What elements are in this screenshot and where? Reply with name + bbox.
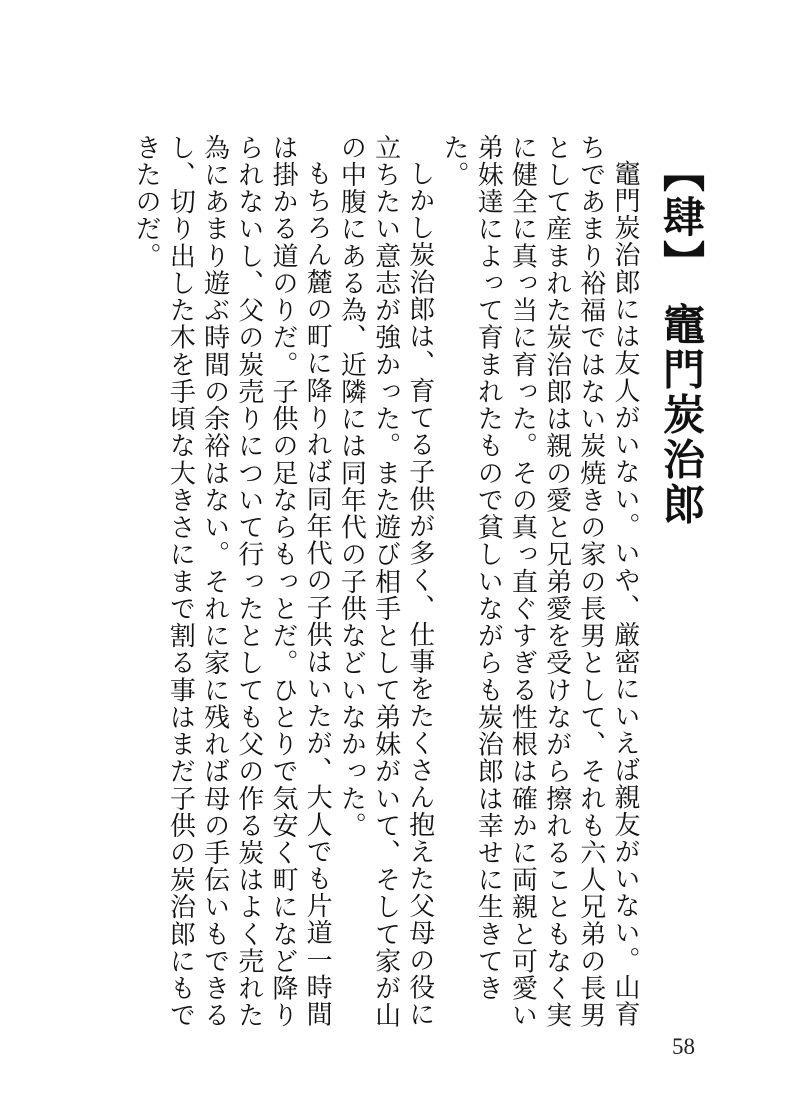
body-text: [131, 134, 642, 1034]
page-number: 58: [672, 1034, 695, 1059]
chapter-title: 【肆】 竈門炭治郎: [657, 150, 706, 528]
paragraph: しかし炭治郎は、育てる子供が多く、仕事をたくさん抱えた父母の役に立ちたい意志が強かった。また遊び相手として弟妹がいて、そして家が山の中腹にある為、近隣には同年代の子供などいなかった。: [336, 134, 435, 1029]
paragraph: 竈門炭治郎には友人がいない。いや、厳密にいえば親友がいない。山育ちであまり裕福ではない炭焼きの家の長男として、それも六人兄弟の長男として産まれた炭治郎は親の愛と兄弟愛を受けながら擦れることもなく実に健全に真っ当に育った。その真っ直ぐすぎる性根は確かに両親と可愛い弟妹達によって育まれたもので貧しいながらも炭治郎は幸せに生きてきた。: [438, 134, 640, 1029]
paragraph: もちろん麓の町に降りれば同年代の子供はいたが、大人でも片道一時間は掛かる道のりだ。子供の足ならもっとだ。ひとりで気安く町になど降りられないし、父の炭売りについて行ったとしても父の作る炭はよく売れた為にあまり遊ぶ時間の余裕はない。それに家に残れば母の手伝いもできるし、切り出した木を手頃な大きさにまで割る事はまだ子供の炭治郎にもできたのだ。: [131, 134, 333, 1029]
